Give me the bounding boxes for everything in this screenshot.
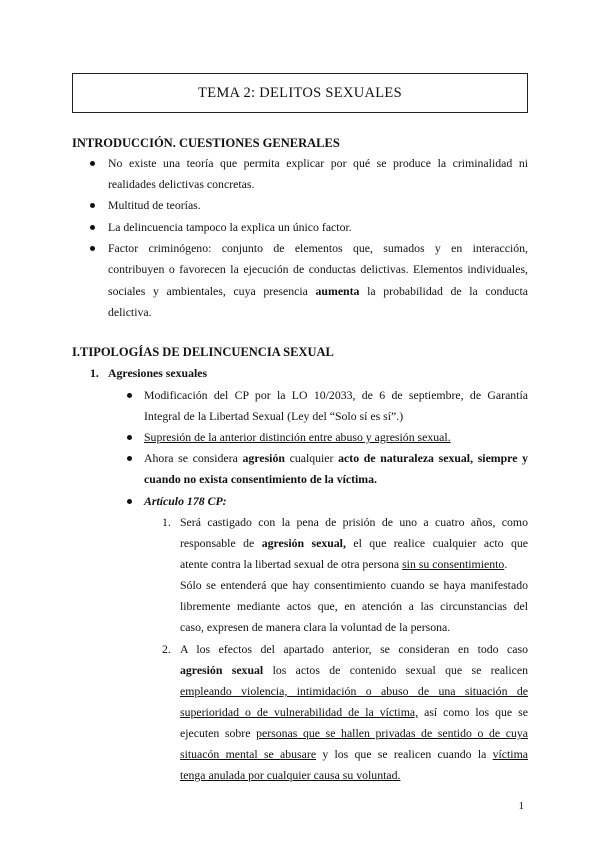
emphasis-aumenta: aumenta (315, 284, 360, 298)
underlined-text: Supresión de la anterior distinción entre abuso y agresión sexual. (144, 430, 451, 444)
item-3-line-2: cuando no exista consentimiento de la víctima. (144, 472, 377, 486)
emphasis-agresion-sexual: agresión sexual, (261, 536, 346, 550)
bullet-dot (127, 435, 132, 440)
subsection-title: Agresiones sexuales (108, 366, 208, 380)
intro-bullet-4-line-4: delictiva. (108, 305, 152, 319)
bullet-dot (90, 203, 95, 208)
text-run: cualquier (289, 451, 334, 465)
underlined-text: personas que se hallen privadas de sentido o de cuya (256, 726, 528, 740)
item-1-line-2: Integral de la Libertad Sexual (Ley del “Solo sí es sí”.) (144, 409, 404, 423)
emphasis-acto: acto de naturaleza sexual, siempre y (338, 451, 529, 465)
bullet-dot (90, 161, 95, 166)
bullet-dot (127, 393, 132, 398)
article-1-line-6: caso, expresen de manera clara la voluntad de la persona. (180, 620, 451, 634)
text-run: así como los que se (424, 705, 528, 719)
item-2 (144, 430, 451, 444)
intro-bullet-1-line-1: No existe una teoría que permita explicar por qué se produce la criminalidad ni (108, 156, 528, 170)
text-run: Ahora se considera (144, 451, 238, 465)
intro-bullet-4-line-2: contribuyen o favorecen la ejecución de conductas delictivas. Elementos individuales, (108, 262, 528, 276)
text-run: el que realice cualquier acto que (353, 536, 529, 550)
article-1-line-1: Será castigado con la pena de prisión de uno a cuatro años, como (180, 515, 528, 529)
article-2-line-2 (180, 663, 528, 677)
underlined-text: situacón mental se abusare (180, 747, 317, 761)
text-run: y los que se realicen cuando la (322, 747, 487, 761)
text-run: responsable de (180, 536, 255, 550)
article-number-2: 2. (162, 642, 171, 656)
underlined-text: sin su consentimiento (402, 557, 505, 571)
item-3-line-1 (144, 451, 528, 465)
underlined-text: superioridad o de vulnerabilidad de la víctima, (180, 705, 419, 719)
intro-bullet-3: La delincuencia tampoco la explica un único factor. (108, 220, 352, 234)
emphasis-agresion: agresión (242, 451, 285, 465)
intro-heading: INTRODUCCIÓN. CUESTIONES GENERALES (72, 136, 340, 150)
article-2-line-4 (180, 705, 528, 719)
article-1-line-5: libremente mediante actos que, en atención a las circunstancias del (180, 599, 528, 613)
intro-bullet-1-line-2: realidades delictivas concretas. (108, 177, 255, 191)
article-2-line-1: A los efectos del apartado anterior, se consideran en todo caso (180, 642, 528, 656)
article-2-line-3: empleando violencia, intimidación o abuso de una situación de (180, 684, 528, 698)
text-run: la probabilidad de la conducta (367, 284, 528, 298)
section-heading: I.TIPOLOGÍAS DE DELINCUENCIA SEXUAL (72, 345, 334, 359)
intro-bullet-4-line-1: Factor criminógeno: conjunto de elementos que, sumados y en interacción, (108, 241, 528, 255)
text-run: los actos de contenido sexual que se realicen (272, 663, 528, 677)
item-1-line-1: Modificación del CP por la LO 10/2033, de 6 de septiembre, de Garantía (144, 388, 528, 402)
page-title: TEMA 2: DELITOS SEXUALES (198, 84, 402, 101)
underlined-text: víctima (492, 747, 528, 761)
bullet-dot (127, 499, 132, 504)
text-run: atente contra la libertad sexual de otra persona (180, 557, 400, 571)
intro-bullet-4-line-3 (108, 284, 528, 298)
text-run: . (504, 557, 508, 571)
page-number: 1 (518, 800, 524, 812)
article-2-line-7 (180, 768, 400, 782)
text-run: ejecuten sobre (180, 726, 251, 740)
emphasis-agresion-sexual: agresión sexual (180, 663, 264, 677)
bullet-dot (90, 225, 95, 230)
bullet-dot (90, 246, 95, 251)
article-2-line-5 (180, 726, 528, 740)
intro-bullet-2: Multitud de teorías. (108, 198, 201, 212)
underlined-text: tenga anulada por cualquier causa su voluntad. (180, 768, 401, 782)
text-run: sociales y ambientales, cuya presencia (108, 284, 308, 298)
bullet-dot (127, 456, 132, 461)
article-number-1: 1. (162, 515, 171, 529)
article-1-line-3 (180, 557, 507, 571)
article-1-line-4: Sólo se entenderá que hay consentimiento cuando se haya manifestado (180, 578, 528, 592)
article-2-line-6 (180, 747, 528, 761)
title-box (72, 73, 528, 113)
item-4: Artículo 178 CP: (144, 494, 227, 508)
subsection-number: 1. (90, 366, 99, 380)
article-1-line-2 (180, 536, 528, 550)
